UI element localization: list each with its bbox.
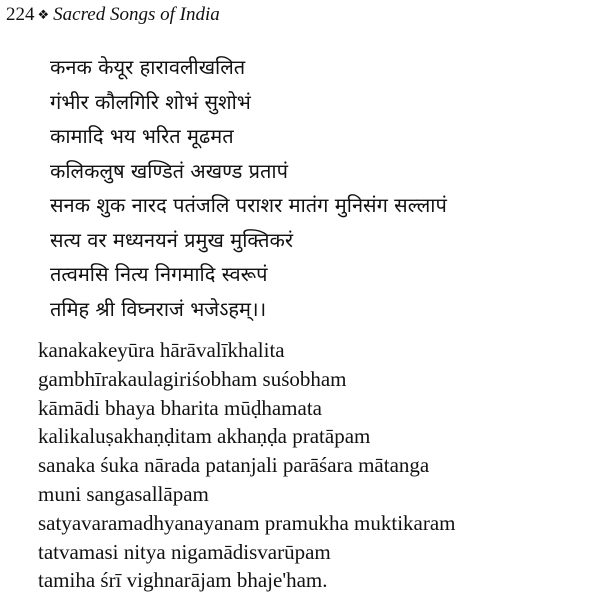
transliteration-line: tamiha śrī vighnarājam bhaje'ham.	[38, 568, 328, 593]
devanagari-line: कामादि भय भरित मूढमत	[50, 124, 234, 148]
transliteration-line: gambhīrakaulagiriśobham suśobham	[38, 366, 347, 391]
devanagari-line: गंभीर कौलगिरि शोभं सुशोभं	[50, 89, 251, 114]
book-title: Sacred Songs of India	[53, 4, 220, 25]
devanagari-verse	[50, 50, 595, 326]
devanagari-line: तमिह श्री विघ्नराजं भजेऽहम्।।	[50, 296, 267, 321]
ornament-icon: ❖	[37, 8, 50, 23]
transliteration-line: kāmādi bhaya bharita mūḍhamata	[38, 395, 322, 420]
devanagari-line: सनक शुक नारद पतंजलि पराशर मातंग मुनिसंग सल्लापं	[50, 193, 447, 217]
devanagari-line: तत्वमसि नित्य निगमादि स्वरूपं	[50, 262, 268, 286]
transliteration-verse	[38, 336, 598, 595]
page-number: 224	[6, 4, 35, 25]
transliteration-line: kanakakeyūra hārāvalīkhalita	[38, 338, 285, 362]
devanagari-line: कनक केयूर हारावलीखलित	[50, 55, 246, 79]
running-header	[6, 3, 220, 28]
devanagari-line: सत्य वर मध्यनयनं प्रमुख मुक्तिकरं	[50, 227, 294, 252]
transliteration-line: kalikaluṣakhaṇḍitam akhaṇḍa pratāpam	[38, 424, 371, 449]
transliteration-line: muni sangasallāpam	[38, 481, 209, 506]
transliteration-line: tatvamasi nitya nigamādisvarūpam	[38, 539, 331, 564]
transliteration-line: sanaka śuka nārada patanjali parāśara mātanga	[38, 453, 430, 478]
transliteration-line: satyavaramadhyanayanam pramukha muktikaram	[38, 510, 456, 535]
devanagari-line: कलिकलुष खण्डितं अखण्ड प्रतापं	[50, 158, 288, 183]
